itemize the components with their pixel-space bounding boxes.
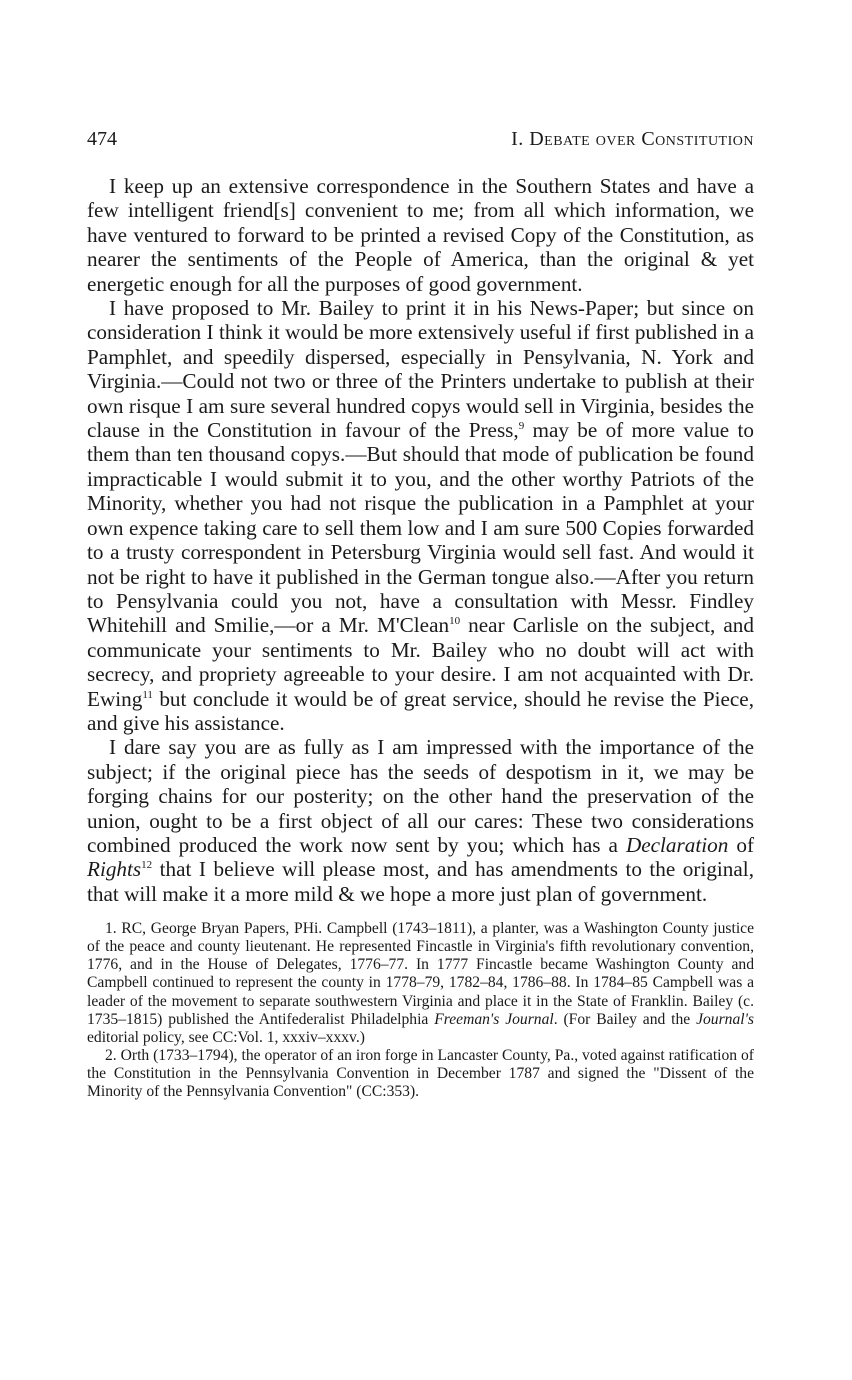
- page-number: 474: [87, 128, 117, 150]
- body-paragraph: [87, 174, 754, 296]
- note-reference: 11: [142, 688, 153, 701]
- footnote: [87, 1047, 754, 1101]
- italic-text: Journal's: [696, 1010, 754, 1028]
- text-run: that I believe will please most, and has amendments to the original, that will make it a more mild & we hope a more just plan of government.: [87, 857, 754, 906]
- text-run: near Carlisle on the subject, and communicate your sentiments to Mr. Bailey who no doubt will act with secrecy, and propriety agreeable to your desire. I am not acquainted with Dr. Ewing: [87, 613, 754, 711]
- text-run: 1. RC, George Bryan Papers, PHi. Campbell (1743–1811), a planter, was a Washington County justice of the peace and county lieutenant. He represented Fincastle in Virginia's fifth revolutionary convention, 1776, and in the House of Delegates, 1776–77. In 1777 Fincastle became Washington County and Campbell continued to represent the county in 1778–79, 1782–84, 1786–88. In 1784–85 Campbell was a leader of the movement to separate southwestern Virginia and place it in the State of Franklin. Bailey (c. 1735–1815) published the Antifederalist Philadelphia: [87, 920, 754, 1028]
- italic-text: Declaration: [625, 832, 729, 857]
- text-run: of: [728, 832, 754, 857]
- section-title: I. Debate over Constitution: [511, 128, 754, 150]
- footnote: [87, 920, 754, 1047]
- italic-text: Freeman's Journal: [434, 1010, 554, 1028]
- text-run: may be of more value to them than ten thousand copys.—But should that mode of publication be found impracticable I would submit it to you, and the other worthy Patriots of the Minority, whether you had not risque the publication in a Pamphlet at your own expence taking care to sell them low and I am sure 500 Copies forwarded to a trusty correspondent in Petersburg Virginia would sell fast. And would it not be right to have it published in the German tongue also.—After you return to Pensylvania could you not, have a consultation with Messr. Findley Whitehill and Smilie,—or a Mr. M'Clean: [87, 418, 754, 638]
- text-run: but conclude it would be of great service, should he revise the Piece, and give his assistance.: [87, 686, 754, 735]
- text-run: I dare say you are as fully as I am impressed with the importance of the subject; if the original piece has the seeds of despotism in it, we may be forging chains for our posterity; on the other hand the preservation of the union, ought to be a first object of all our cares: These two considerations combined produced the work now sent by you; which has a: [87, 735, 754, 857]
- document-page: [87, 128, 754, 1101]
- note-reference: 9: [518, 420, 525, 432]
- text-run: . (For Bailey and the: [553, 1010, 697, 1028]
- note-reference: 12: [141, 859, 153, 872]
- italic-text: Rights: [87, 857, 142, 882]
- footnotes: [87, 920, 754, 1101]
- running-head: [87, 128, 754, 156]
- text-run: I keep up an extensive correspondence in the Southern States and have a few intelligent friend[s] convenient to me; from all which information, we have ventured to forward to be printed a revised Copy of the Constitution, as nearer the sentiments of the People of America, than the original & yet energetic enough for all the purposes of good government.: [87, 174, 754, 296]
- text-run: editorial policy, see CC:Vol. 1, xxxiv–xxxv.): [87, 1028, 365, 1046]
- text-run: I have proposed to Mr. Bailey to print it in his News-Paper; but since on consideration I think it would be more extensively useful if first published in a Pamphlet, and speedily dispersed, especially in Pensylvania, N. York and Virginia.—Could not two or three of the Printers undertake to publish at their own risque I am sure several hundred copys would sell in Virginia, besides the clause in the Constitution in favour of the Press,: [87, 296, 754, 443]
- note-reference: 10: [449, 615, 461, 628]
- body-paragraph: [87, 735, 754, 906]
- letter-body: [87, 174, 754, 906]
- body-paragraph: [87, 296, 754, 735]
- text-run: 2. Orth (1733–1794), the operator of an iron forge in Lancaster County, Pa., voted against ratification of the Constitution in the Pennsylvania Convention in December 1787 and signed the "Dissent of the Minority of the Pennsylvania Convention" (CC:353).: [87, 1046, 754, 1101]
